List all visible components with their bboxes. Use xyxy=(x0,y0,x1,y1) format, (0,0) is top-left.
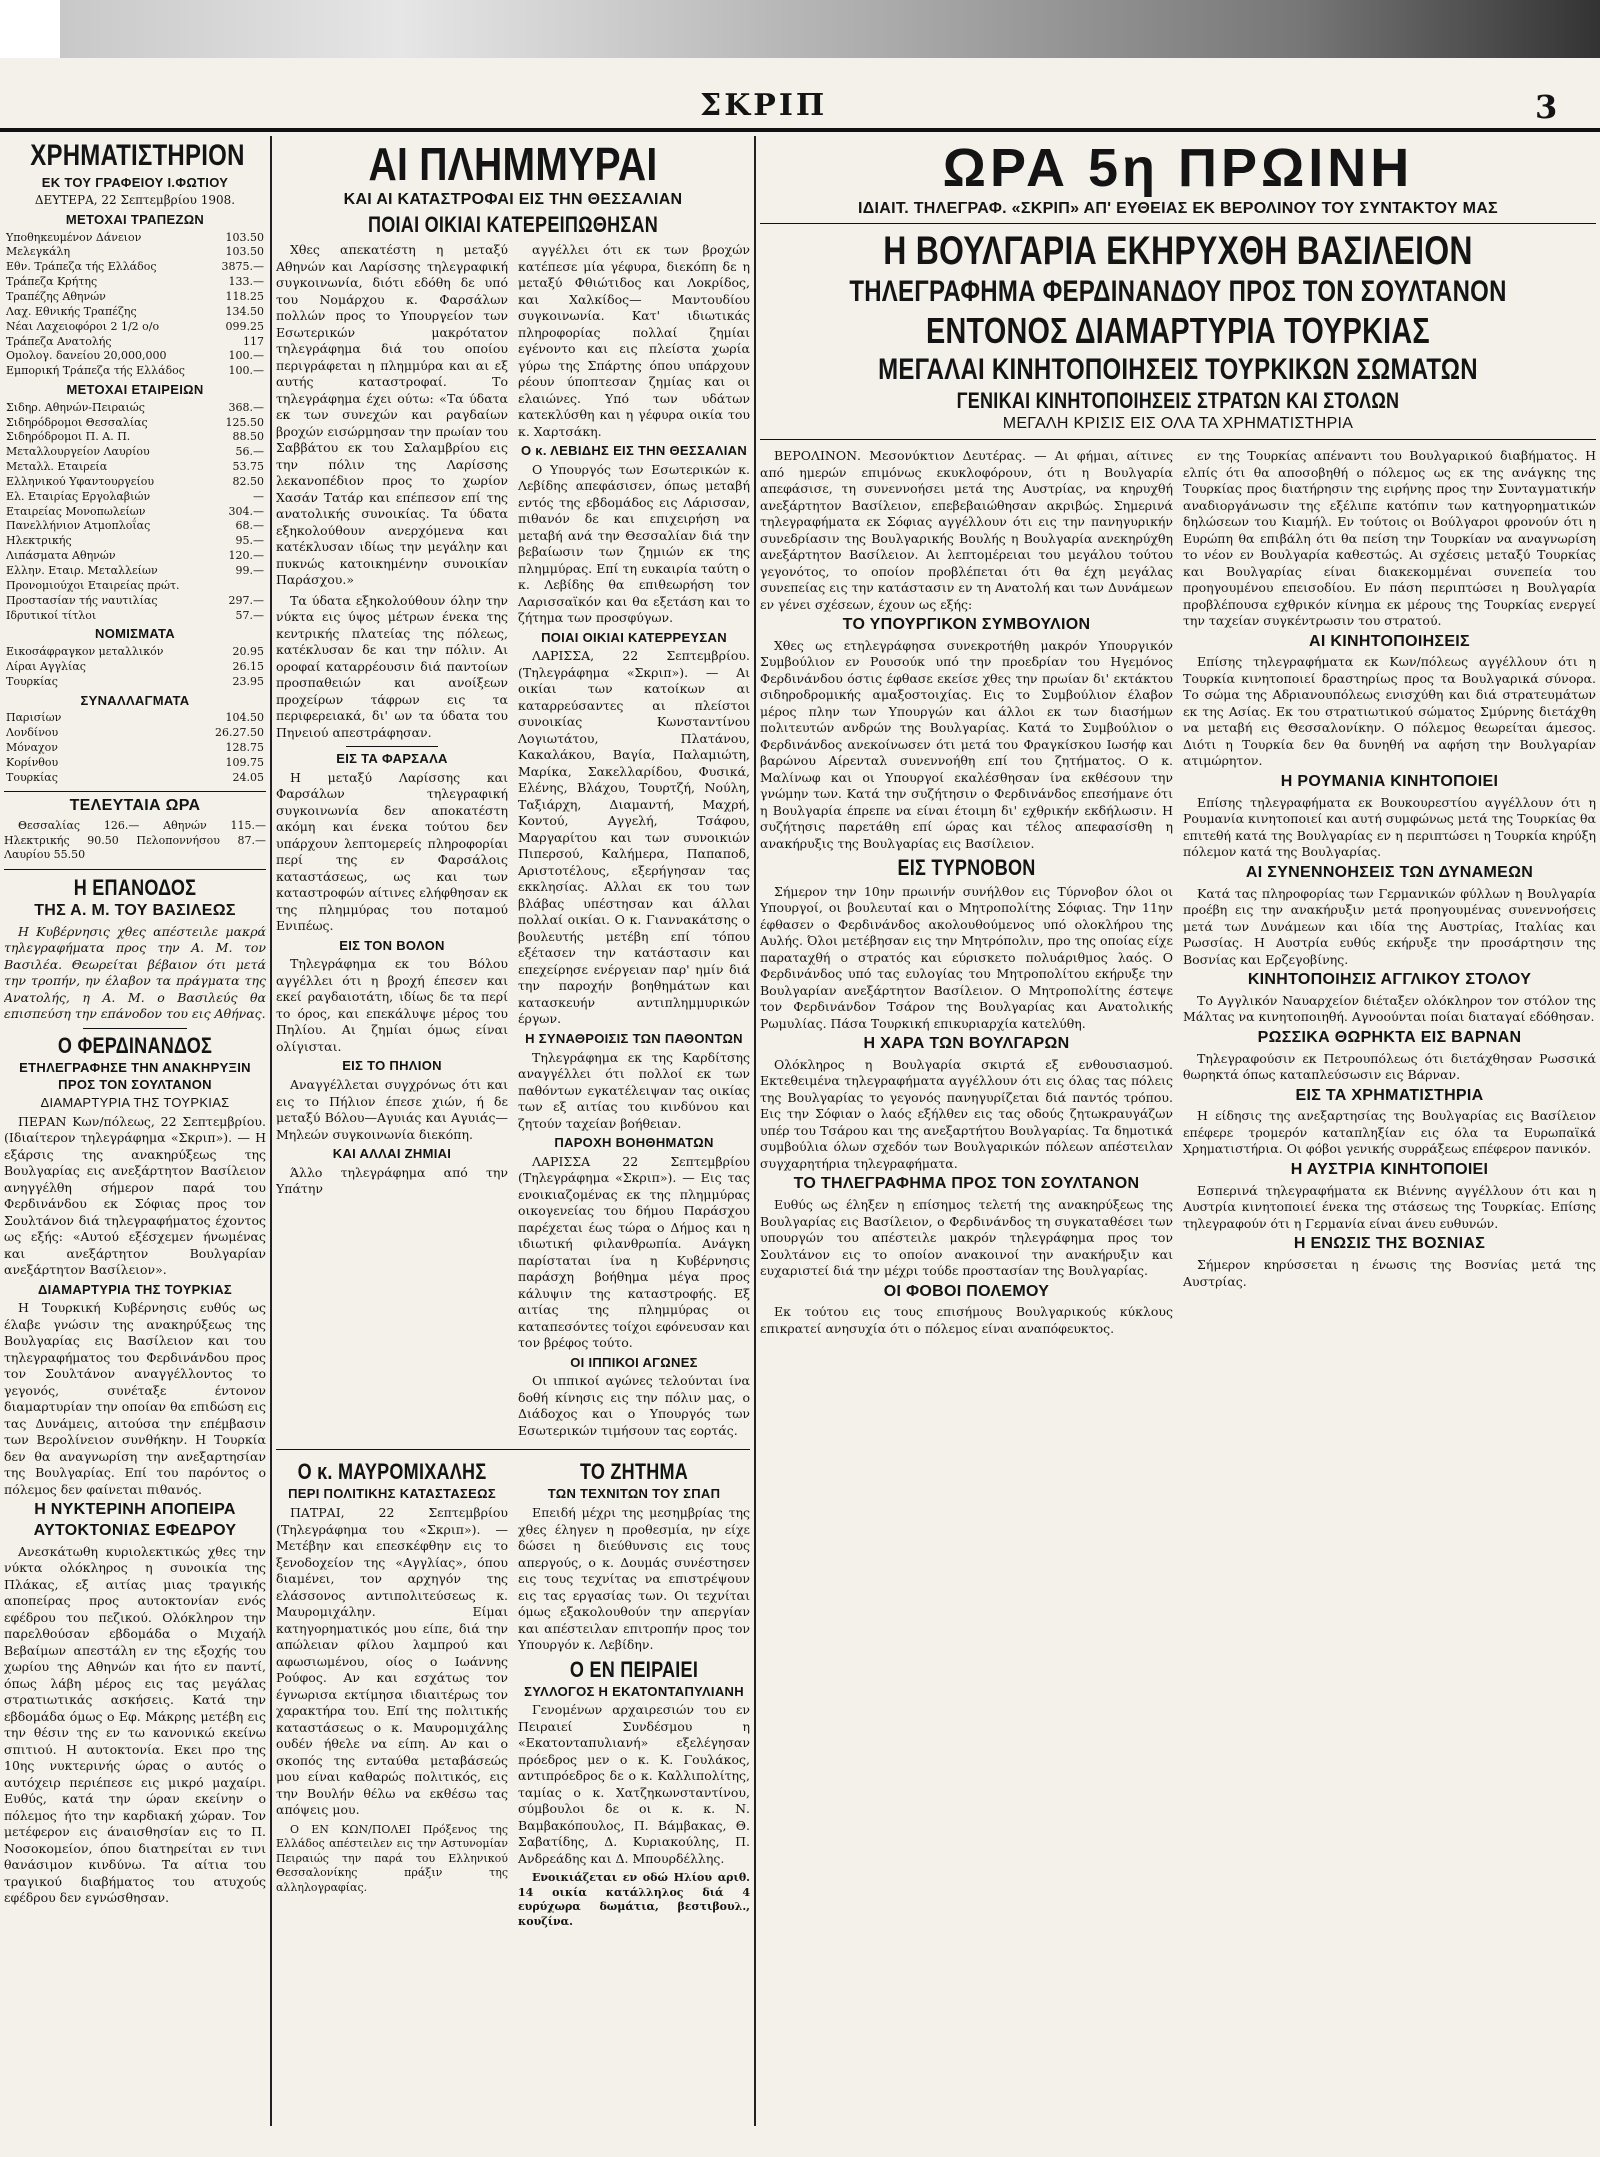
table-row xyxy=(4,416,266,431)
other-damage-title: ΚΑΙ ΑΛΛΑΙ ΖΗΜΙΑΙ xyxy=(332,1146,452,1162)
quote-label: Τουρκίας xyxy=(6,674,58,688)
headline-5: ΓΕΝΙΚΑΙ ΚΙΝΗΤΟΠΟΙΗΣΕΙΣ ΣΤΡΑΤΩΝ ΚΑΙ ΣΤΟΛΩΝ xyxy=(956,388,1400,414)
table-row xyxy=(4,320,266,335)
divider xyxy=(346,746,439,747)
mavromichalis-text: ΠΑΤΡΑΙ, 22 Σεπτεμβρίου (Τηλεγράφημα του «Σκριπ»). — Μετέβην και επεσκέφθην εις το ξενοδοχείον της «Αγγλίας», όπου διαμένει, τον αρχηγόν της ελάσσονος αντιπολιτεύσεως κ. Μαυρομιχάλην. Είμαι κατηγορηματικός μου είπε, διά την απώλειαν φίλου λαμπρού και αφωσιωμένου, οίος ο Ιωάννης Ρούφος. Αν και εσχάτως τον έγνωρισα εκτίμησα ιδιαιτέρως τον χαρακτήρα του. Επί της πολιτικής καταστάσεως ο κ. Μαυρομιχάλης ουδέν ήθελε να είπη. Αν και ο σκοπός της ενταύθα μεταβάσεώς μου είναι καθαρώς πολιτικός, εις την Βουλήν θέλω να εκθέσω τας απόψεις μου. xyxy=(276,1505,508,1818)
quote-label: Τουρκίας xyxy=(6,770,58,784)
quote-value: 23.95 xyxy=(232,674,264,688)
floods-text-a: Χθες απεκατέστη η μεταξύ Αθηνών και Λαρίσσης τηλεγραφική συγκοινωνία, διότι εδόθη δε υπό του Νομάρχου κ. Φαρσάλων πολλών προς το Υπουργείον των Εσωτερικών μακρότατον τηλεγράφημα διά του οποίου περιγράφεται η πλημμύρα και αι εξ αυτής καταστροφαί. Το τηλεγράφημα έχει ούτω: «Τα ύδατα εκ των συνεχών και ραγδαίων βροχών εισώρμησαν την πρωίαν του Σαββάτου εκ του Σαλαμβρίου εις την πόλιν της Λαρίσσης λεκανοπέδιον προς το χωρίον Χασάν Τατάρ και επέπεσον επί της ανατολικής συνοικίας. Τα ύδατα εξηκολούθουν ανερχόμενα και κατέκλυσαν ιδίως την μεγάλην και πυκνώς κατοικημένην συνοικίαν Παράσχου.» xyxy=(276,242,508,588)
table-row xyxy=(4,579,266,594)
quote-value: 125.50 xyxy=(225,415,264,429)
bank-shares-table xyxy=(4,231,266,379)
romania-title: Η ΡΟΥΜΑΝΙΑ ΚΙΝΗΤΟΠΟΙΕΙ xyxy=(1280,772,1499,790)
quote-label: Ελλην. Εταιρ. Μεταλλείων xyxy=(6,563,158,577)
divider xyxy=(83,1028,188,1029)
fear-title: ΟΙ ΦΟΒΟΙ ΠΟΛΕΜΟΥ xyxy=(883,1282,1050,1300)
table-row xyxy=(4,741,266,756)
last-hour-title: ΤΕΛΕΥΤΑΙΑ ΩΡΑ xyxy=(69,797,201,815)
quote-value xyxy=(202,579,266,594)
telegram-title: ΤΟ ΤΗΛΕΓΡΑΦΗΜΑ ΠΡΟΣ ΤΟΝ ΣΟΥΛΤΑΝΟΝ xyxy=(793,1175,1140,1193)
headline-2: ΤΗΛΕΓΡΑΦΗΜΑ ΦΕΡΔΙΝΑΝΔΟΥ ΠΡΟΣ ΤΟΝ ΣΟΥΛΤΑΝΟΝ xyxy=(849,275,1507,309)
quote-value: 26.27.50 xyxy=(215,726,264,739)
protest-text: Η Τουρκική Κυβέρνησις ευθύς ως έλαβε γνώσιν της ανακηρύξεως της Βουλγαρίας εις Βασίλειον και του τηλεγραφήματος του Φερδινάνδου προς τον Σουλτάνον αναγγέλλοντος το γεγονός, συνέταξε έντονον διαμαρτυρίαν την οποίαν θα επιδώση εις τας Δυνάμεις, αιτούσα την επέμβασιν των Βερολίνειον συνθήκην. Η Τουρκία δεν θα αναγνωρίση την ανεξαρτησίαν της Βουλγαρίας. Επί του παρόντος ο πόλεμος δεν φαίνεται πιθανός. xyxy=(4,1300,266,1497)
fleet-text: Το Αγγλικόν Ναυαρχείον διέταξεν ολόκληρον τον στόλον της Μάλτας να κινητοποιηθή. Αγνοούνται ποίαι διαταγαί εδόθησαν. xyxy=(1183,992,1596,1025)
night-title: Η ΝΥΚΤΕΡΙΝΗ ΑΠΟΠΕΙΡΑ xyxy=(34,1501,236,1519)
quote-value: 368.— xyxy=(228,400,264,414)
quote-value: 95.— xyxy=(235,534,264,548)
quote-label: Κορίνθου xyxy=(6,755,59,769)
coins-table xyxy=(4,645,266,690)
berlin-intro: ΒΕΡΟΛΙΝΟΝ. Μεσονύκτιον Δευτέρας. — Αι φήμαι, αίτινες από ημερών επιμόνως εκυκλοφόρουν, ότι η Βουλγαρία απεφάσισε, τη συνεννοήσει μετά της Αυστρίας, να κηρυχθή ανεξάρτητον Βασίλειον, επεβεβαιώθησαν ακριβώς. Σημερινά τηλεγραφήματα εκ Σόφιας αγγέλλουν ότι εις την πανηγυρικήν συνεδρίασιν της Βουλγαρικής Βουλής η Βουλγαρία ανεκηρύχθη ανεξάρτητον Βασίλειον. Αι λεπτομέρειαι του μεγάλου τούτου γεγονότος, το οποίον προβλέπεται ότι θα έχη μεγάλας συνεπείας εις την κατάστασιν εν τη Ανατολή και των Δυνάμεων εν γένει σχέσεων, έχουν ως εξής: xyxy=(760,448,1173,612)
quote-value: 117 xyxy=(243,334,264,348)
table-row xyxy=(4,245,266,260)
cpoli-text: Ο ΕΝ ΚΩΝ/ΠΟΛΕΙ Πρόξενος της Ελλάδος απέστειλεν εις την Αστυνομίαν Πειραιώς την παρά του Ελληνικού Θεσσαλονίκης πράξιν της αλληλογραφίας. xyxy=(276,1822,508,1894)
table-row xyxy=(4,460,266,475)
quote-label: Λονδίνου xyxy=(6,726,59,739)
refugees-title: Η ΣΥΝΑΘΡΟΙΣΙΣ ΤΩΝ ΠΑΘΟΝΤΩΝ xyxy=(525,1030,743,1046)
companies-title: ΜΕΤΟΧΑΙ ΕΤΑΙΡΕΙΩΝ xyxy=(66,382,204,398)
table-row xyxy=(4,534,266,549)
quote-label: Λαχ. Εθνικής Τραπέζης xyxy=(6,304,137,318)
floods-kicker: ΠΟΙΑΙ ΟΙΚΙΑΙ ΚΑΤΕΡΕΙΠΩΘΗΣΑΝ xyxy=(367,212,659,238)
banner-subtitle: ΙΔΙΑΙΤ. ΤΗΛΕΓΡΑΦ. «ΣΚΡΙΠ» ΑΠ' ΕΥΘΕΙΑΣ ΕΚ ΒΕΡΟΛΙΝΟΥ ΤΟΥ ΣΥΝΤΑΚΤΟΥ ΜΑΣ xyxy=(858,199,1498,217)
pelion-title: ΕΙΣ ΤΟ ΠΗΛΙΟΝ xyxy=(342,1058,442,1074)
varna-title: ΡΩΣΣΙΚΑ ΘΩΡΗΚΤΑ ΕΙΣ ΒΑΡΝΑΝ xyxy=(1257,1028,1522,1046)
table-row xyxy=(4,771,266,786)
question-title: ΤΟ ΖΗΤΗΜΑ xyxy=(579,1459,689,1485)
quote-label: Τράπεζα Ανατολής xyxy=(6,334,112,348)
table-row xyxy=(4,549,266,564)
ferdinand-title: Ο ΦΕΡΔΙΝΑΝΔΟΣ xyxy=(57,1032,213,1058)
pelion-text: Αναγγέλλεται συγχρόνως ότι και εις το Πήλιον έπεσε χιών, ή δε μεταξύ Βόλου—Αγυιάς και Αγυιάς—Μηλεών συγκοινωνία διεκόπη. xyxy=(276,1077,508,1142)
ferdinand-text: ΠΕΡΑΝ Κων/πόλεως, 22 Σεπτεμβρίου. (Ιδιαίτερον τηλεγράφημα «Σκριπ»). — Η εξάρσις της ανακηρύξεως της Βουλγαρίας εις ανεξάρτητον Βασίλειον ανηγγέλθη σήμερον παρά του Φερδινάνδου εκ Σόφιας προς τον Σουλτάνον διά τηλεγραφήματος έχοντος ως εξής: «Αυτού εξέσχεμεν ήνωμένας και ανεξάρτητον Βουλγαρίαν ανεξάρτητον Βασίλειον». xyxy=(4,1113,266,1278)
quote-value: 103.50 xyxy=(225,230,264,244)
last-hour-text: Θεσσαλίας 126.— Αθηνών 115.— Ηλεκτρικής 90.50 Πελοποννήσου 87.— Λαυρίου 55.50 xyxy=(4,819,266,862)
table-row xyxy=(4,660,266,675)
banner-title: ΩΡΑ 5η ΠΡΩΙΝΗ xyxy=(942,138,1414,198)
quote-value: 118.25 xyxy=(225,289,264,303)
mobilization-text: Επίσης τηλεγραφήματα εκ Κων/πόλεως αγγέλλουν ότι η Τουρκία κινητοποιεί δραστηρίως προς τα Βουλγαρικά σύνορα. Το σώμα της Αδριανουπόλεως ενισχύθη και διά στρατευμάτων εκ της Ασίας. Εκ του στρατιωτικού σώματος Σμύρνης διετάχθη να μεταβή εις Θεσσαλονίκην. Ο πόλεμος θεωρείται άμεσος. Διότι η Τουρκία δεν θα δυνηθή να αφήση την Βουλγαρίαν ατιμώρητον. xyxy=(1183,654,1596,769)
quote-label: Ελληνικού Υφαντουργείου xyxy=(6,474,155,488)
quote-value: 20.95 xyxy=(232,644,264,658)
mission-text: Ο Υπουργός των Εσωτερικών κ. Λεβίδης απεφάσισεν, όπως μεταβή εντός της εβδομάδος εις Λάρισσαν, πιθανόν δε και επιχειρήση να μεταβή ανά την Θεσσαλίαν διά την βεβαίωσιν των ζημιών εκ της πλημμύρας. Επί τη ευκαιρία ταύτη ο κ. Λεβίδης θα επιθεωρήση τον Λαρισσαϊκόν και θα εξετάση και το ζήτημα των προσφύγων. xyxy=(518,461,750,626)
divider xyxy=(4,869,266,870)
other-damage-text: Άλλο τηλεγράφημα από την Υπάτην xyxy=(276,1164,508,1197)
quote-value: 57.— xyxy=(235,608,264,622)
collapsed-text: ΛΑΡΙΣΣΑ, 22 Σεπτεμβρίου. (Τηλεγράφημα «Σκριπ»). — Αι οικίαι των κατοίκων αι καταρρεύσαντες αι πλείστοι συνοικίας Κωνσταντίνου Λογιωτάτου, Πλατάνου, Κακαλάκου, Βαγία, Παλαμιώτη, Μαρίκα, Σακελλαρίδου, Φυσικά, Ελένης, Βλάχου, Τουρτζή, Νούλη, Ταξιάρχη, Διαμαντή, Μαχρή, Κοντού, Αγγελή, Τσάφου, Μαργαρίτου και των συνοικιών Πιπερσού, Καλήμερα, Παπαποδ, Αριστοτέλους, εξερήγησαν τας εκκλησίας. Αλλαι εκ του των βλάβας υπέστησαν και άλλαι πολλαί οικίαι. Ο κ. Γιαννακάτσης ο βουλευτής μετέβη επί τόπου εξέτασεν την κατάστασιν και επεχείρησε ενέργειαν παρ' ημίν διά την παροχήν βοηθημάτων και κατασκευήν αντιπλημμυρικών έργων. xyxy=(518,648,750,1027)
rent-ad: Ενοικιάζεται εν οδώ Ηλίου αριθ. 14 οικία κατάλληλος διά 4 ευρύχωρα δωμάτια, βεστιβουλ., κουζίνα. xyxy=(518,1871,750,1928)
table-row xyxy=(4,335,266,350)
mavromichalis-title: Ο κ. ΜΑΥΡΟΜΙΧΑΛΗΣ xyxy=(297,1459,487,1485)
coins-title: ΝΟΜΙΣΜΑΤΑ xyxy=(95,626,175,642)
joy-text: Ολόκληρος η Βουλγαρία σκιρτά εξ ενθουσιασμού. Εκτεθειμένα τηλεγραφήματα αγγέλλουν ότι εις όλας τας πόλεις της Βουλγαρίας το γεγονός πανηγυρίζεται διά παντός τρόπου. Εις την Σόφιαν ο λαός εξήλθεν εις τας οδούς ζητωκραυγάζων υπέρ του Τσάρου και της ανεξαρτήτου Βουλγαρίας. Τα δημοτικά συμβούλια όλων σχεδόν των Βουλγαρικών πόλεων απέστειλαν συγχαρητήρια τηλεγραφήματα. xyxy=(760,1056,1173,1171)
powers-title: ΑΙ ΣΥΝΕΝΝΟΗΣΕΙΣ ΤΩΝ ΔΥΝΑΜΕΩΝ xyxy=(1245,863,1534,881)
floods-body xyxy=(276,240,750,1443)
quote-value: 103.50 xyxy=(225,245,264,259)
bosnia-text: Σήμερον κηρύσσεται η ένωσις της Βοσνίας μετά της Αυστρίας. xyxy=(1183,1257,1596,1289)
scan-edge-band xyxy=(0,0,1600,58)
table-row xyxy=(4,645,266,660)
companies-table xyxy=(4,401,266,624)
column-left xyxy=(4,136,266,2136)
lower-body xyxy=(276,1456,750,1933)
pharsala-text: Η μεταξύ Λαρίσσης και Φαρσάλων τηλεγραφική συγκοινωνία δεν αποκατέστη ακόμη και ένεκα τούτου δεν υπάρχουν λεπτομερείς πληροφορίαι περί της εν Φαρσάλοις καταστάσεως, ως και των καταστροφών αίτινες ελήφθησαν εκ της πλημμύρας του ποταμού Ενιπέως. xyxy=(276,769,508,934)
table-row xyxy=(4,290,266,305)
quote-label: Ελ. Εταιρίας Εργολαβιών xyxy=(6,489,151,503)
joy-title: Η ΧΑΡΑ ΤΩΝ ΒΟΥΛΓΑΡΩΝ xyxy=(863,1035,1070,1053)
quote-value: 133.— xyxy=(228,275,264,289)
quote-label: Εικοσάφραγκον μεταλλικόν xyxy=(6,644,164,658)
quote-label: Μεταλλουργείον Λαυρίου xyxy=(6,445,150,459)
quote-value: 3875.— xyxy=(221,260,264,274)
quote-label: Ηλεκτρικής xyxy=(6,534,72,548)
quote-value: 82.50 xyxy=(232,474,264,488)
table-row xyxy=(4,305,266,320)
telegram-text: Ευθύς ως έληξεν η επίσημος τελετή της ανακηρύξεως της Βουλγαρίας εις Βασίλειον, ο Φερδινάνδος τη συγκαταθέσει των υπουργών του απέστειλε μακρόν τηλεγράφημα προς τον Σουλτάνον εις το οποίον ανακοινοί την ανακήρυξιν και ευχαριστεί διά την μέχρι τούδε προστασίαν της Βουλγαρίας. xyxy=(760,1197,1173,1279)
fear-text: Εκ τούτου εις τους επισήμους Βουλγαρικούς κύκλους επικρατεί ανησυχία ότι ο πόλεμος είναι αναπόφευκτος. xyxy=(760,1304,1173,1336)
volos-text: Τηλεγράφημα εκ του Βόλου αγγέλλει ότι η βροχή έπεσεν και εκεί ραγδαιοτάτη, ιδίως δε τα περί το όρος, και επεκάλυψε μέρος του Πηλίου. Αι ζημίαι όμως είναι ολίγισται. xyxy=(276,956,508,1054)
powers-text: Κατά τας πληροφορίας των Γερμανικών φύλλων η Βουλγαρία προέβη εις την ανακήρυξιν μετά προηγουμένας συνεννοήσεις μετά των Δυνάμεων και ιδία της Αυστρίας, Ιταλίας και Ρωσσίας. Η Αυστρία ευθύς εκήρυξε την προσάρτησιν της Βοσνίας και Ερζεγοβίνης. xyxy=(1183,885,1596,967)
quote-label: Τράπεζα Κρήτης xyxy=(6,275,98,289)
table-row xyxy=(4,711,266,726)
table-row xyxy=(4,490,266,505)
quote-label: Εμπορική Τράπεζα τής Ελλάδος xyxy=(6,364,185,378)
table-row xyxy=(4,675,266,690)
ferdinand-subtitle-2: ΠΡΟΣ ΤΟΝ ΣΟΥΛΤΑΝΟΝ xyxy=(58,1077,212,1093)
page-number: 3 xyxy=(1535,88,1558,126)
quote-value: 26.15 xyxy=(232,659,264,673)
quote-value: 104.50 xyxy=(225,711,264,725)
romania-text: Επίσης τηλεγραφήματα εκ Βουκουρεστίου αγγέλλουν ότι η Ρουμανία κινητοποιεί και αυτή συμφώνως μετά της Τουρκίας θα επιτεθή κατά της Βουλγαρίας εν η περιπτώσει η Τουρκία κηρύξη πόλεμον κατά της Βουλγαρίας. xyxy=(1183,794,1596,860)
quote-value: 134.50 xyxy=(225,304,264,318)
quote-value: 68.— xyxy=(235,519,264,533)
divider xyxy=(760,223,1596,224)
quote-label: Μόναχον xyxy=(6,740,58,754)
quote-value: 120.— xyxy=(228,549,264,563)
column-divider xyxy=(270,136,272,2126)
fleet-title: ΚΙΝΗΤΟΠΟΙΗΣΙΣ ΑΓΓΛΙΚΟΥ ΣΤΟΛΟΥ xyxy=(1247,971,1532,989)
table-row xyxy=(4,594,266,609)
bosnia-title: Η ΕΝΩΣΙΣ ΤΗΣ ΒΟΣΝΙΑΣ xyxy=(1293,1235,1486,1253)
divider xyxy=(276,1449,750,1450)
bourse-title: ΧΡΗΜΑΤΙΣΤΗΡΙΟΝ xyxy=(30,139,245,172)
question-text: Επειδή μέχρι της μεσημβρίας της χθες έληγεν η προθεσμία, ην είχε δώσει η διεύθυνσις εις τους απεργούς, ο κ. Δουμάς συνέστησεν εις τους τεχνίτας να επιστρέψουν εις τας εργασίας των. Οι τεχνίται όμως εξακολουθούν την απεργίαν και απέστειλαν επιτροπήν προς τον Υπουργόν κ. Λεβίδην. xyxy=(518,1505,750,1653)
table-row xyxy=(4,505,266,520)
return-subtitle: ΤΗΣ Α. Μ. ΤΟΥ ΒΑΣΙΛΕΩΣ xyxy=(34,901,236,919)
main-story-body xyxy=(760,446,1596,1341)
piraeus-subtitle: ΣΥΛΛΟΓΟΣ Η ΕΚΑΤΟΝΤΑΠΥΛΙΑΝΗ xyxy=(524,1683,744,1699)
collapsed-title: ΠΟΙΑΙ ΟΙΚΙΑΙ ΚΑΤΕΡΡΕΥΣΑΝ xyxy=(541,629,727,645)
floods-subtitle: ΚΑΙ ΑΙ ΚΑΤΑΣΤΡΟΦΑΙ ΕΙΣ ΤΗΝ ΘΕΣΣΑΛΙΑΝ xyxy=(343,191,683,209)
quote-label: Πανελλήνιον Ατμοπλοΐας xyxy=(6,519,151,533)
quote-label: Ιδρυτικοί τίτλοι xyxy=(6,608,97,622)
quote-value: — xyxy=(253,489,264,503)
divider xyxy=(4,791,266,792)
exchanges-title: ΕΙΣ ΤΑ ΧΡΗΜΑΤΙΣΤΗΡΙΑ xyxy=(1295,1086,1484,1104)
table-row xyxy=(4,401,266,416)
table-row xyxy=(4,349,266,364)
piraeus-title: Ο ΕΝ ΠΕΙΡΑΙΕΙ xyxy=(569,1656,699,1682)
quote-label: Μελεγκάλη xyxy=(6,245,71,259)
quote-label: Υποθηκευμένον Δάνειον xyxy=(6,230,142,244)
divider xyxy=(760,439,1596,440)
masthead-rule xyxy=(0,128,1600,132)
quote-label: Μεταλλ. Εταιρεία xyxy=(6,460,108,474)
pharsala-title: ΕΙΣ ΤΑ ΦΑΡΣΑΛΑ xyxy=(336,751,448,767)
quote-label: Παρισίων xyxy=(6,711,62,725)
quote-value: 56.— xyxy=(235,445,264,459)
night-text: Ανεσκάτωθη κυριολεκτικώς χθες την νύκτα ολόκληρος η συνοικία της Πλάκας, εξ αιτίας μιας τραγικής αποπείρας προς αυτοκτονίαν ενός εφέδρου του πεζικού. Ολόκληρον την παρελθούσαν εβδομάδα ο Μιχαήλ Βεβαίμων απεστάλη εν της εξοχής του χωρίου της Αθηνών και ήτο εν παντί, όπως λάβη μέρος εις τας μεγάλας στρατιωτικάς ασκήσεις. Κατά την εβδομάδα όμως ο Εφ. Μάκρης μετέβη εις την θέσιν της εν τω κανονικώ εκείνω σπιτιού. Η αυτοκτονία. Εκει προ της 10ης νυκτερινής ώρας ο αυτός ο αυτόχειρ περιέπεσε εις μικρό μαχαίρι. Ευθύς, κατά την ώραν εκείνην ο πόλεμος ήτο την καρδιακή χώραν. Τον μετέφερον εις άναισθησίαν εις το Π. Νοσοκομείον, όπου διατηρείται εν τινι θανάσιμον κινδύνω. Τα αίτια του τραγικού διαβήματος του ατυχούς εφέδρου δεν εγνώσθησαν. xyxy=(4,1543,266,1906)
exchange-table xyxy=(4,711,266,785)
races-text: Οι ιππικοί αγώνες τελούνται ίνα δοθή κίνησις εις την πόλιν μας, ο Διάδοχος και ο Υπουργός των Εσωτερικών τιμήσουν τας εορτάς. xyxy=(518,1373,750,1438)
column-divider xyxy=(754,136,756,2126)
quote-label: Σιδηρόδρομοι Θεσσαλίας xyxy=(6,415,148,429)
floods-title: ΑΙ ΠΛΗΜΜΥΡΑΙ xyxy=(368,138,658,190)
table-row xyxy=(4,231,266,246)
quote-label: Λίραι Αγγλίας xyxy=(6,659,86,673)
protest-title: ΔΙΑΜΑΡΤΥΡΙΑ ΤΗΣ ΤΟΥΡΚΙΑΣ xyxy=(37,1281,233,1297)
table-row xyxy=(4,260,266,275)
council-text: Χθες ως ετηλεγράφησα συνεκροτήθη μακρόν Υπουργικόν Συμβούλιον εν Ρουσούκ υπό την προεδρίαν του Ηγεμόνος Φερδινάνδου όστις έφθασε εκείσε χθες την πρωίαν δι' εκτάκτου σιδηροδρομικής αμαξοστοιχίας. Εις το Συμβούλιον έλαβον μέρος πλην των Υπουργών και άλλοι εκ των διασήμων πολιτευτών ανδρών της Βουλγαρίας. Κατά το Συμβούλιον ο Φερδινάνδος ανεκοίνωσεν ότι μετά του Φραγκίσκου Ιωσήφ και βαρώνου Αίρενταλ συνεννοήθη επί του ζητήματος. Ο κ. Μαλίνωφ και οι Υπουργοί εκαλέσθησαν ίνα εκθέσουν την γνώμην των. Κατά την συζήτησιν ο Φερδινάνδος επεσήμανε ότι η Βουλγαρία έπρεπε να είναι έτοιμη δι' εχθρικήν εκδήλωσιν. Η συζήτησις παρετάθη επί ώρας και τέλος απεφασίσθη η ανακήρυξις της Βουλγαρίας εις Βασίλειον. xyxy=(760,637,1173,851)
table-row xyxy=(4,726,266,741)
floods-text-c: αγγέλλει ότι εκ των βροχών κατέπεσε μία γέφυρα, διεκόπη δε η μεταξύ Φθιώτιδος και Λοκρίδος, και Χαλκίδος— Μαντουδίου συγκοινωνία. Κατ' ιδιωτικάς πληροφορίας πολλαί ζημίαι εγένοντο και εις πλείστα χωρία γύρω της Σπάρτης όπου υπάρχουν ρέουν ύποπτεσαν ζημίας και οι ελαιώνες. Υπό των υδάτων κατεκλύσθη και η γέφυρα οικία του κ. Χαρτσάκη. xyxy=(518,242,750,439)
turkey-text: εν της Τουρκίας απέναντι του Βουλγαρικού διαβήματος. Η ελπίς ότι θα αποσοβηθή ο πόλεμος ως εκ της ανάγκης της Τουρκίας προς διατήρησιν της ειρήνης προς την Συνταγματικήν αναδιοργάνωσιν της εξέλιπε κατόπιν των κατηγορηματικών δηλώσεων του Κιαμήλ. Εν τούτοις οι Βούλγαροι φρονούν ότι η Ευρώπη θα επιβάλη ότι θα πείση την Τουρκίαν να αναγνωρίση το νέον εν Βουλγαρία καθεστώς. Αι σχέσεις μεταξύ Τουρκίας και Βουλγαρίας είναι διακεκομμέναι συνεπεία του προηγουμένου επεισοδίου. Εν πάση περιπτώσει η Βουλγαρία προβλέπουσα εχθρικόν κίνημα εκ μέρους της Τουρκίας ενεργεί την ταχείαν συγκέντρωσιν του στρατού. xyxy=(1183,448,1596,629)
austria-title: Η ΑΥΣΤΡΙΑ ΚΙΝΗΤΟΠΟΙΕΙ xyxy=(1290,1160,1489,1178)
return-text: Η Κυβέρνησις χθες απέστειλε μακρά τηλεγραφήματα προς την Α. Μ. τον Βασιλέα. Θεωρείται βέβαιον ότι μετά την τροπήν, ην έλαβον τα πράγματα της Ανατολής, η Α. Μ. ο Βασιλεύς θα επισπεύση την επάνοδον του εις Αθήνας. xyxy=(4,923,266,1022)
question-subtitle: ΤΩΝ ΤΕΧΝΙΤΩΝ ΤΟΥ ΣΠΑΠ xyxy=(547,1486,721,1502)
quote-value: 297.— xyxy=(228,593,264,607)
council-title: ΤΟ ΥΠΟΥΡΓΙΚΟΝ ΣΥΜΒΟΥΛΙΟΝ xyxy=(842,616,1091,634)
tirnovo-title: ΕΙΣ ΤΥΡΝΟΒΟΝ xyxy=(897,855,1036,881)
mavromichalis-subtitle: ΠΕΡΙ ΠΟΛΙΤΙΚΗΣ ΚΑΤΑΣΤΑΣΕΩΣ xyxy=(288,1486,496,1502)
masthead xyxy=(0,88,1600,128)
quote-label: Νέαι Λαχειοφόροι 2 1/2 ο/ο xyxy=(6,319,160,333)
quote-value: 53.75 xyxy=(232,460,264,474)
headline-3: ΕΝΤΟΝΟΣ ΔΙΑΜΑΡΤΥΡΙΑ ΤΟΥΡΚΙΑΣ xyxy=(926,309,1430,351)
table-row xyxy=(4,475,266,490)
table-row xyxy=(4,364,266,379)
quote-label: Σιδηρ. Αθηνών-Πειραιώς xyxy=(6,400,145,414)
table-row xyxy=(4,609,266,624)
table-row xyxy=(4,275,266,290)
quote-value: 099.25 xyxy=(225,319,264,333)
relief-title: ΠΑΡΟΧΗ ΒΟΗΘΗΜΑΤΩΝ xyxy=(554,1135,714,1151)
night-subtitle: ΑΥΤΟΚΤΟΝΙΑΣ ΕΦΕΔΡΟΥ xyxy=(33,1522,237,1540)
quote-label: Τραπέζης Αθηνών xyxy=(6,289,106,303)
quote-label: Ομολογ. δανείου 20,000,000 xyxy=(6,349,167,363)
table-row xyxy=(4,756,266,771)
quote-label: Προνομιούχοι Εταιρείας πρώτ. xyxy=(6,578,180,592)
bank-shares-title: ΜΕΤΟΧΑΙ ΤΡΑΠΕΖΩΝ xyxy=(65,211,205,227)
column-middle xyxy=(276,136,750,2136)
quote-label: Λιπάσματα Αθηνών xyxy=(6,549,116,563)
column-right xyxy=(760,136,1596,2136)
refugees-text: Τηλεγράφημα εκ της Καρδίτσης αναγγέλλει ότι πολλοί εκ των παθόντων εγκατέλειψαν τας οικίας των εξ αιτίας του κινδύνου και ζητούν ταχείαν βοήθειαν. xyxy=(518,1049,750,1131)
relief-text: ΛΑΡΙΣΣΑ 22 Σεπτεμβρίου (Τηλεγράφημα «Σκριπ»). — Εις τας ενοικιαζομένας εκ της πλημμύρας οικογενείας του δήμου Παράσχου παρέχεται έως τώρα ο Δήμος και η ιδιωτική φιλανθρωπία. Ανάγκη παρίσταται ίνα η Κυβέρνησις παράσχη βοήθημα μέγα προς κάλυψιν της καταστροφής. Εξ αιτίας της πλημμύρας οι καταπεσόντες τοίχοι εφόνευσαν και τον βρέφος τούτο. xyxy=(518,1153,750,1351)
volos-title: ΕΙΣ ΤΟΝ ΒΟΛΟΝ xyxy=(339,937,445,953)
quote-value: 88.50 xyxy=(232,430,264,444)
table-row xyxy=(4,445,266,460)
quote-value: 100.— xyxy=(228,349,264,363)
table-row xyxy=(4,430,266,445)
quote-value: 109.75 xyxy=(225,755,264,769)
quote-label: Εθν. Τράπεζα τής Ελλάδος xyxy=(6,260,157,274)
exchanges-text: Η είδησις της ανεξαρτησίας της Βουλγαρίας εις Βασίλειον επέφερε τρομερόν καταπληξίαν εις όλα τα Ευρωπαϊκά Χρηματιστήρια. Οι φόβοι γενικής συρράξεως επέφερον πανικόν. xyxy=(1183,1108,1596,1157)
quote-value: 24.05 xyxy=(232,770,264,784)
quote-value: 128.75 xyxy=(225,740,264,754)
austria-text: Εσπερινά τηλεγραφήματα εκ Βιέννης αγγέλλουν ότι και η Αυστρία κινητοποιεί ένεκα της στάσεως της Τουρκίας. Επίσης τηλεγραφούν ότι η Γερμανία είναι άνευ ευθυνών. xyxy=(1183,1182,1596,1231)
quote-value: 100.— xyxy=(228,364,264,378)
headline-6: ΜΕΓΑΛΗ ΚΡΙΣΙΣ ΕΙΣ ΟΛΑ ΤΑ ΧΡΗΜΑΤΙΣΤΗΡΙΑ xyxy=(1002,415,1354,433)
return-title: Η ΕΠΑΝΟΔΟΣ xyxy=(73,874,197,900)
quote-value: 99.— xyxy=(235,563,264,577)
exchange-title: ΣΥΝΑΛΛΑΓΜΑΤΑ xyxy=(80,692,190,708)
headline-1: Η ΒΟΥΛΓΑΡΙΑ ΕΚΗΡΥΧΘΗ ΒΑΣΙΛΕΙΟΝ xyxy=(883,229,1473,274)
quote-value: 304.— xyxy=(228,504,264,518)
bourse-date: ΔΕΥΤΕΡΑ, 22 Σεπτεμβρίου 1908. xyxy=(34,193,236,208)
quote-label: Σιδηρόδρομοι Π. Α. Π. xyxy=(6,430,131,444)
bourse-source: ΕΚ ΤΟΥ ΓΡΑΦΕΙΟΥ Ι.ΦΩΤΙΟΥ xyxy=(41,174,229,190)
table-row xyxy=(4,519,266,534)
tirnovo-text: Σήμερον την 10ην πρωινήν συνήλθον εις Τύρνοβον όλοι οι Υπουργοί, οι βουλευταί και ο Μητροπολίτης Σόφιας. Την 11ην έφθασεν ο Φερδινάνδος ακολουθούμενος υπό ολοκλήρου της Αυλής. Όλοι μετέβησαν εις την Μητρόπολιν, προ της οποίας είχε παραταχθή ο στρατός και εύρισκετο πολυάριθμος λαός. Ο Φερδινάνδος υπό τας ευλογίας του Μητροπολίτου εκήρυξε την Βουλγαρίαν ανεξάρτητον Βασίλειον. Ο Μητροπολίτης έστεψε τον Φερδινάνδον Τσάρον της Βουλγαρίας και Ανατολικής Ρωμυλίας. Πάσα Τουρκική επικυριαρχία κατελύθη. xyxy=(760,883,1173,1031)
varna-text: Τηλεγραφούσιν εκ Πετρουπόλεως ότι διετάχθησαν Ρωσσικά θωρηκτά όπως καταπλεύσωσιν εις Βάρναν. xyxy=(1183,1050,1596,1083)
piraeus-text: Γενομένων αρχαιρεσιών του εν Πειραιεί Συνδέσμου η «Εκατονταπυλιανή» εξελέγησαν πρόεδρος μεν ο κ. Κ. Γουλάκος, αντιπρόεδρος δε ο κ. Καλλιπολίτης, ταμίας ο κ. Χατζηκωνσταντίνου, σύμβουλοι δε οι κ. κ. Ν. Βαμβακόπουλος, Π. Βάμβακας, Θ. Σαβατίδης, Δ. Κυριακούλης, Π. Ανδρεάδης και Δ. Μπουρδέλλης. xyxy=(518,1702,750,1866)
table-row xyxy=(4,564,266,579)
floods-text-b: Τα ύδατα εξηκολούθουν όλην την νύκτα εις ύψος μέτρων ένεκα της κεντρικής πλατείας της πόλεως, κατέκλυσαν δε και την πόλιν. Αι οροφαί καταρρέουσιν διά παντοίων προσπαθειών και ανοίξεων προχείρων τάφρων εις τα περιφερειακά, δι' ων τα ύδατα του Πηνειού απεστράφησαν. xyxy=(276,592,508,740)
quote-label: Εταιρείας Μονοπωλείων xyxy=(6,504,146,518)
mobilization-title: ΑΙ ΚΙΝΗΤΟΠΟΙΗΣΕΙΣ xyxy=(1309,632,1470,650)
headline-4: ΜΕΓΑΛΑΙ ΚΙΝΗΤΟΠΟΙΗΣΕΙΣ ΤΟΥΡΚΙΚΩΝ ΣΩΜΑΤΩΝ xyxy=(878,352,1478,386)
ferdinand-subtitle: ΕΤΗΛΕΓΡΑΦΗΣΕ ΤΗΝ ΑΝΑΚΗΡΥΞΙΝ xyxy=(19,1059,251,1075)
races-title: ΟΙ ΙΠΠΙΚΟΙ ΑΓΩΝΕΣ xyxy=(570,1354,698,1370)
quote-label: Προστασίαν τής ναυτιλίας xyxy=(6,593,158,607)
mission-title: Ο κ. ΛΕΒΙΔΗΣ ΕΙΣ ΤΗΝ ΘΕΣΣΑΛΙΑΝ xyxy=(520,443,748,459)
ferdinand-kicker: ΔΙΑΜΑΡΤΥΡΙΑ ΤΗΣ ΤΟΥΡΚΙΑΣ xyxy=(40,1094,230,1110)
newspaper-name: ΣΚΡΙΠ xyxy=(700,88,828,123)
